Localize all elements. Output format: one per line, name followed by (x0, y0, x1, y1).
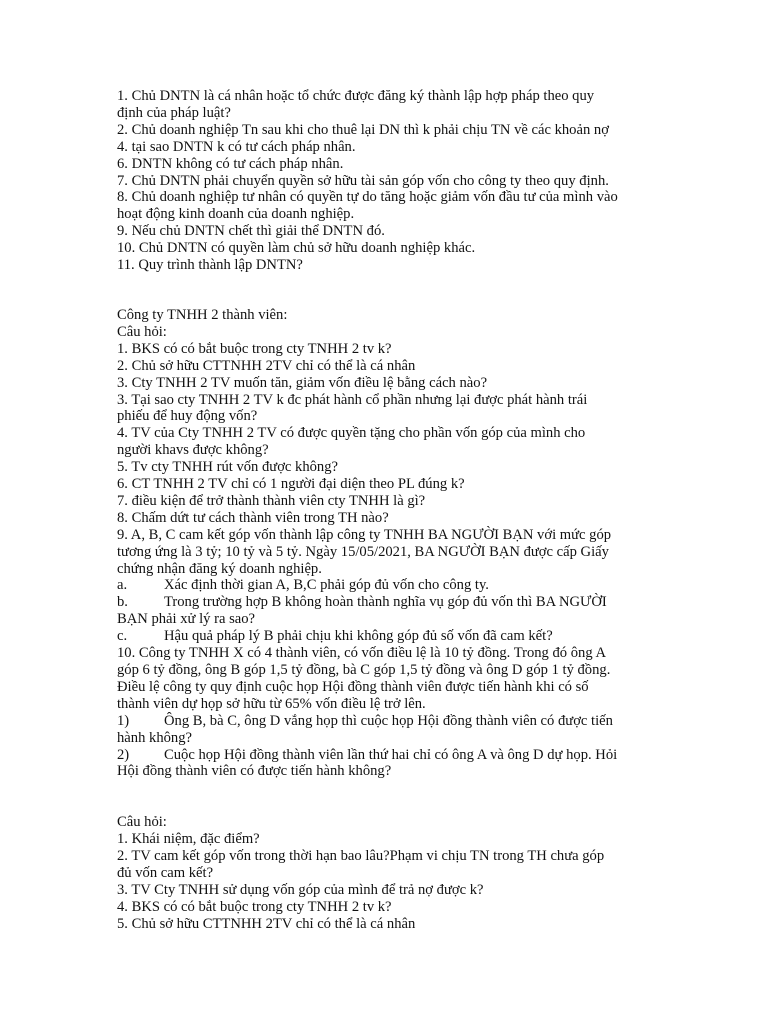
text-line: 6. DNTN không có tư cách pháp nhân. (117, 155, 344, 172)
text-line: định của pháp luật? (117, 104, 231, 121)
q9-item-b (117, 594, 668, 611)
text-line: tương ứng là 3 tỷ; 10 tỷ và 5 tỷ. Ngày 15/05/2021, BA NGƯỜI BẠN được cấp Giấy (117, 543, 609, 560)
text-line: đủ vốn cam kết? (117, 865, 214, 882)
text-line: Điều lệ công ty quy định cuộc họp Hội đồng thành viên được tiến hành khi có số (117, 678, 589, 695)
text-line: 5. Chủ sở hữu CTTNHH 2TV chỉ có thể là cá nhân (117, 915, 416, 932)
text-line: 2. Chủ doanh nghiệp Tn sau khi cho thuê lại DN thì k phải chịu TN về các khoản nợ (117, 121, 609, 138)
text-line: 3. TV Cty TNHH sử dụng vốn góp của mình để trả nợ được k? (117, 881, 484, 898)
section-heading: Câu hỏi: (117, 814, 167, 831)
text-line: 9. A, B, C cam kết góp vốn thành lập công ty TNHH BA NGƯỜI BẠN với mức góp (117, 526, 612, 543)
text-line: 4. BKS có có bắt buộc trong cty TNHH 2 tv k? (117, 898, 392, 915)
q9-item-c (117, 628, 668, 645)
blank-gap (117, 780, 668, 814)
item-text: Cuộc họp Hội đồng thành viên lần thứ hai chỉ có ông A và ông D dự họp. Hỏi (164, 746, 618, 763)
item-text: Trong trường hợp B không hoàn thành nghĩa vụ góp đủ vốn thì BA NGƯỜI (164, 594, 607, 611)
q9-item-a (117, 577, 668, 594)
text-line: 6. CT TNHH 2 TV chỉ có 1 người đại diện theo PL đúng k? (117, 476, 465, 493)
section-questions (117, 814, 668, 932)
q10-item-2-cont: Hội đồng thành viên có được tiến hành không? (117, 763, 392, 780)
text-line: 1. Khái niệm, đặc điểm? (117, 831, 260, 848)
q10-item-1-cont: hành không? (117, 729, 192, 746)
text-line: 5. Tv cty TNHH rút vốn được không? (117, 459, 338, 476)
item-text: Hậu quả pháp lý B phải chịu khi không góp đủ số vốn đã cam kết? (164, 628, 553, 645)
section-dntn (117, 88, 668, 274)
text-line: người khavs được không? (117, 442, 269, 459)
item-text: Ông B, bà C, ông D vắng họp thì cuộc họp Hội đồng thành viên có được tiến (164, 712, 613, 729)
text-line: thành viên dự họp sở hữu từ 65% vốn điều lệ trở lên. (117, 695, 426, 712)
section-heading: Công ty TNHH 2 thành viên: (117, 306, 288, 323)
text-line: 8. Chủ doanh nghiệp tư nhân có quyền tự do tăng hoặc giảm vốn đầu tư của mình vào (117, 189, 618, 206)
text-line: 1. Chủ DNTN là cá nhân hoặc tổ chức được đăng ký thành lập hợp pháp theo quy (117, 88, 595, 104)
text-line: Câu hỏi: (117, 323, 167, 340)
text-line: chứng nhận đăng ký doanh nghiệp. (117, 560, 322, 577)
text-line: 8. Chấm dứt tư cách thành viên trong TH nào? (117, 509, 389, 526)
q9-item-b-cont: BẠN phải xử lý ra sao? (117, 611, 256, 628)
text-line: 2. Chủ sở hữu CTTNHH 2TV chỉ có thể là cá nhân (117, 357, 416, 374)
text-line: 10. Công ty TNHH X có 4 thành viên, có vốn điều lệ là 10 tỷ đồng. Trong đó ông A (117, 645, 607, 662)
text-line: 10. Chủ DNTN có quyền làm chủ sở hữu doanh nghiệp khác. (117, 240, 476, 257)
text-line: 3. Cty TNHH 2 TV muốn tăn, giảm vốn điều lệ bằng cách nào? (117, 374, 488, 391)
section-tnhh-2tv (117, 307, 668, 780)
q10-item-1 (117, 713, 668, 730)
blank-gap (117, 274, 668, 307)
item-label: a. (117, 577, 128, 594)
item-text: Xác định thời gian A, B,C phải góp đủ vốn cho công ty. (164, 577, 489, 594)
text-line: 4. TV của Cty TNHH 2 TV có được quyền tặng cho phần vốn góp của mình cho (117, 425, 586, 442)
text-line: 1. BKS có có bắt buộc trong cty TNHH 2 tv k? (117, 340, 392, 357)
text-line: 4. tại sao DNTN k có tư cách pháp nhân. (117, 138, 356, 155)
text-line: 11. Quy trình thành lập DNTN? (117, 257, 303, 274)
item-label: 1) (117, 712, 130, 729)
item-label: b. (117, 594, 128, 611)
text-line: góp 6 tỷ đồng, ông B góp 1,5 tỷ đồng, bà C góp 1,5 tỷ đồng và ông D góp 1 tỷ đồng. (117, 662, 611, 678)
text-line: hoạt động kinh doanh của doanh nghiệp. (117, 206, 355, 223)
text-line: phiếu để huy động vốn? (117, 408, 258, 425)
text-line: 2. TV cam kết góp vốn trong thời hạn bao lâu?Phạm vi chịu TN trong TH chưa góp (117, 848, 605, 865)
item-label: c. (117, 628, 128, 645)
q10-item-2 (117, 747, 668, 764)
item-label: 2) (117, 746, 130, 763)
text-line: 9. Nếu chủ DNTN chết thì giải thể DNTN đó. (117, 223, 385, 240)
text-line: 3. Tại sao cty TNHH 2 TV k đc phát hành cổ phần nhưng lại được phát hành trái (117, 391, 588, 408)
text-line: 7. Chủ DNTN phải chuyển quyền sở hữu tài sản góp vốn cho công ty theo quy định. (117, 172, 609, 189)
text-line: 7. điều kiện để trở thành thành viên cty TNHH là gì? (117, 492, 426, 509)
